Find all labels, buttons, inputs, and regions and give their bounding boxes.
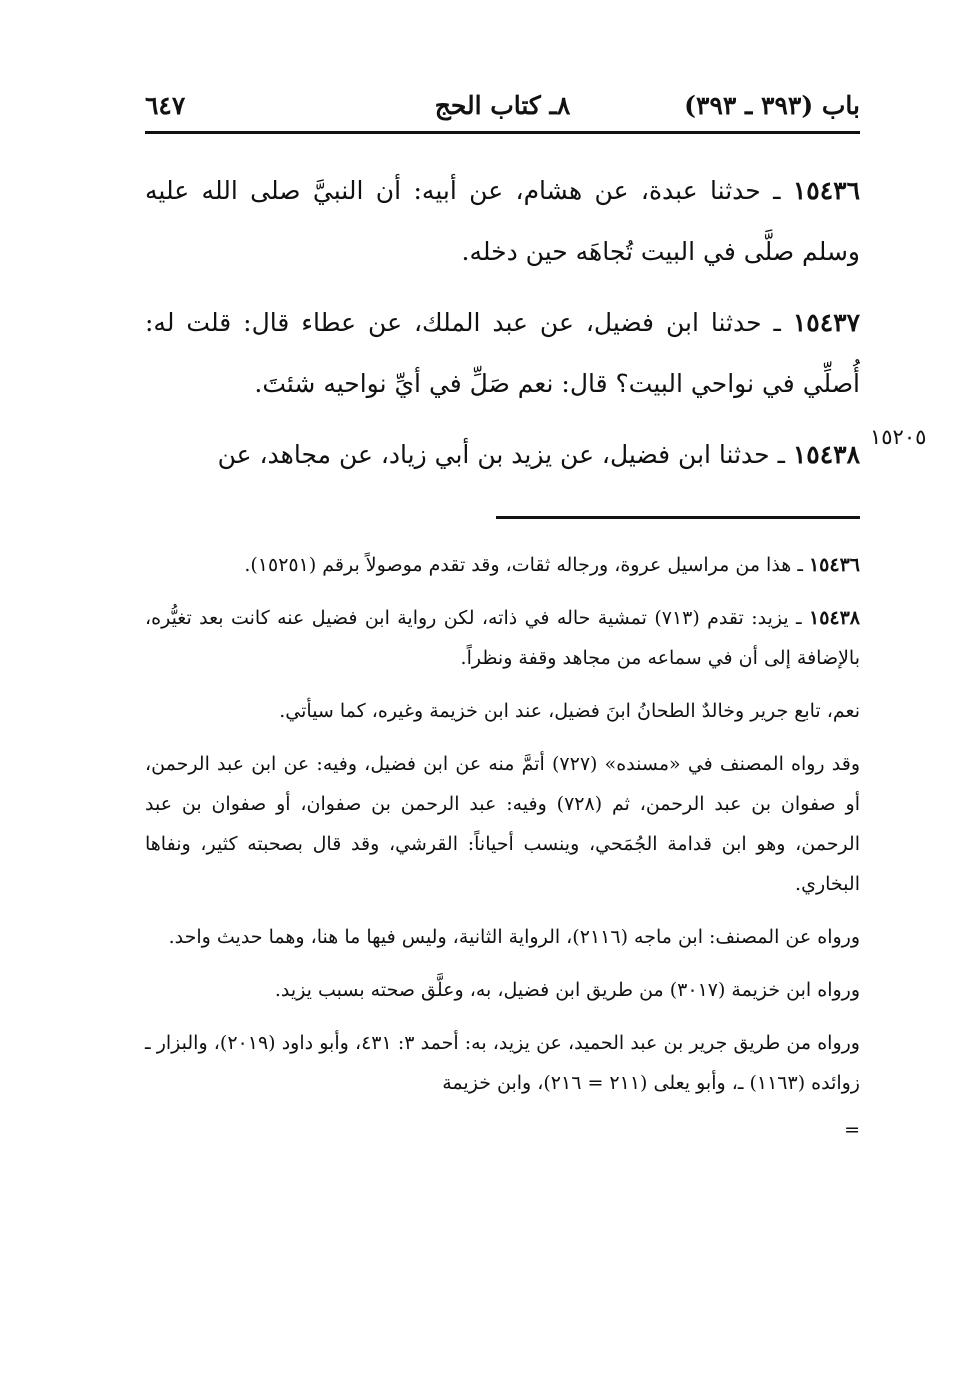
footnote-paragraph	[145, 691, 860, 731]
hadith-entry	[145, 160, 860, 282]
footnote-number: ١٥٤٣٨	[808, 607, 861, 629]
book-title: ٨ـ كتاب الحج	[434, 91, 571, 120]
main-text	[145, 160, 860, 495]
footnote-text: ورواه ابن خزيمة (٣٠١٧) من طريق ابن فضيل، به، وعلَّق صحته بسبب يزيد.	[274, 979, 860, 1001]
page-header	[145, 88, 860, 132]
hadith-number: ١٥٤٣٧	[792, 308, 860, 337]
chapter-heading: باب (٣٩٣ ـ ٣٩٣)	[684, 91, 860, 120]
header-rule	[145, 131, 860, 134]
footnote-text: ـ هذا من مراسيل عروة، ورجاله ثقات، وقد تقدم موصولاً برقم (١٥٢٥١).	[244, 554, 803, 576]
margin-cross-reference: ١٥٢٠٥	[870, 425, 927, 449]
footnote-paragraph	[145, 1023, 860, 1103]
footnote-text: ورواه عن المصنف: ابن ماجه (٢١١٦)، الرواية الثانية، وليس فيها ما هنا، وهما حديث واحد.	[168, 926, 860, 948]
hadith-entry	[145, 292, 860, 414]
footnote-paragraph	[145, 970, 860, 1010]
footnote-paragraph	[145, 917, 860, 957]
footnote-rule	[496, 516, 860, 519]
footnote-text: ورواه من طريق جرير بن عبد الحميد، عن يزيد، به: أحمد ٣: ٤٣١، وأبو داود (٢٠١٩)، والبزار ـ زوائده (١١٦٣) ـ، وأبو يعلى (٢١١ = ٢١٦)، وابن خزيمة	[145, 1032, 860, 1094]
footnote-text: وقد رواه المصنف في «مسنده» (٧٢٧) أتمَّ منه عن ابن فضيل، وفيه: عن ابن عبد الرحمن، أو صفوان بن عبد الرحمن، ثم (٧٢٨) وفيه: عبد الرحمن بن صفوان، أو صفوان بن عبد الرحمن، وهو ابن قدامة الجُمَحي، وينسب أحياناً: القرشي، وقد قال بصحبته كثير، ونفاها البخاري.	[145, 753, 860, 895]
page-number: ٦٤٧	[145, 91, 186, 120]
footnote-number: ١٥٤٣٦	[808, 554, 860, 576]
hadith-text: ـ حدثنا عبدة، عن هشام، عن أبيه: أن النبيَّ صلى الله عليه وسلم صلَّى في البيت تُجاهَه حين دخله.	[145, 176, 860, 266]
footnote-text: نعم، تابع جرير وخالدٌ الطحانُ ابنَ فضيل، عند ابن خزيمة وغيره، كما سيأتي.	[279, 700, 860, 722]
footnote-text: ـ يزيد: تقدم (٧١٣) تمشية حاله في ذاته، لكن رواية ابن فضيل عنه كانت بعد تغيُّره، بالإضافة إلى أن في سماعه من مجاهد وقفة ونظراً.	[145, 607, 860, 669]
hadith-text: ـ حدثنا ابن فضيل، عن عبد الملك، عن عطاء قال: قلت له: أُصلِّي في نواحي البيت؟ قال: نعم صَلِّ في أيِّ نواحيه شئتَ.	[145, 308, 860, 398]
footnote-paragraph	[145, 744, 860, 904]
hadith-number: ١٥٤٣٨	[792, 440, 860, 469]
continuation-mark: =	[844, 1119, 860, 1141]
footnote	[145, 545, 860, 585]
footnote	[145, 598, 860, 678]
footnotes	[145, 545, 860, 1144]
hadith-entry	[145, 424, 860, 485]
hadith-text: ـ حدثنا ابن فضيل، عن يزيد بن أبي زياد، عن مجاهد، عن	[217, 440, 785, 469]
hadith-number: ١٥٤٣٦	[792, 176, 860, 205]
